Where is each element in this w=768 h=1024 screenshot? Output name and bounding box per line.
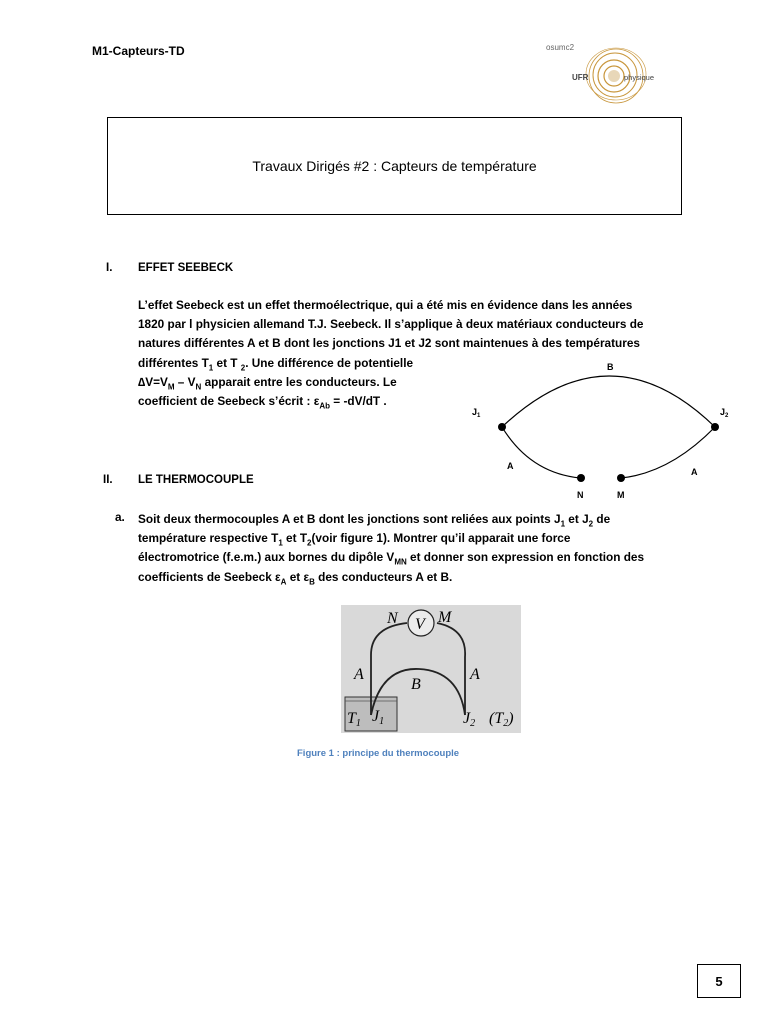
logo-physique-text: physique [624, 73, 655, 82]
conductor-b-curve [502, 376, 715, 427]
paragraph-line: coefficient de Seebeck s’écrit : $\varepsilon_{Ab} = -dV/dT$ . [138, 394, 387, 411]
label-j2: $J_2$ [720, 407, 729, 419]
paragraph-line: natures différentes A et B dont les jonctions J1 et J2 sont maintenues à des températures [138, 336, 640, 351]
paragraph-line: 1820 par l physicien allemand T.J. Seebeck. Il s’applique à deux matériaux conducteurs de [138, 317, 644, 332]
seebeck-junction-diagram [460, 355, 750, 510]
label-a-left: A [354, 666, 364, 683]
paragraph-line: coefficients de Seebeck $\varepsilon_A$ et $\varepsilon_B$ des conducteurs A et B. [138, 569, 453, 586]
paragraph-line: L’effet Seebeck est un effet thermoélectrique, qui a été mis en évidence dans les années [138, 298, 633, 312]
paragraph-line: Soit deux thermocouples A et B dont les jonctions sont reliées aux points $J_1$ et $J_2$ de [138, 512, 611, 529]
figure-caption: Figure 1 : principe du thermocouple [297, 748, 460, 759]
section-2-title: LE THERMOCOUPLE [138, 474, 254, 486]
item-a-marker: a. [115, 510, 125, 524]
page-number-box [697, 964, 741, 998]
document-code: M1-Capteurs-TD [92, 44, 185, 58]
title-box [107, 117, 682, 215]
label-j1: J1 [372, 708, 385, 727]
label-t2: (T2) [489, 710, 514, 729]
label-a-left: A [507, 461, 514, 471]
label-j2: J2 [463, 710, 476, 729]
terminal-m-dot [617, 474, 625, 482]
thermocouple-figure [341, 605, 521, 733]
junction-j2-dot [711, 423, 719, 431]
label-j1: $J_1$ [472, 407, 481, 419]
label-a-right: A [470, 666, 480, 683]
terminal-n-dot [577, 474, 585, 482]
label-b: B [607, 362, 614, 372]
label-m: M [438, 609, 452, 626]
label-b: B [411, 676, 421, 693]
item-a-paragraph [138, 510, 678, 587]
section-2-number: II. [103, 474, 113, 486]
voltmeter-label: V [415, 616, 425, 633]
logo-ufr-text: UFR [572, 73, 589, 82]
junction-j1-dot [498, 423, 506, 431]
label-n: N [577, 490, 584, 500]
logo-top-text: osumc2 [546, 43, 575, 52]
conductor-a-right-curve [621, 427, 715, 478]
section-1-title: EFFET SEEBECK [138, 262, 234, 274]
paragraph-line: température respective $T_1$ et $T_2(voir$ figure 1). Montrer qu’il apparait une force [138, 531, 571, 548]
label-m: M [617, 490, 625, 500]
page-title: Travaux Dirigés #2 : Capteurs de température [252, 158, 537, 174]
label-a-right: A [691, 467, 698, 477]
paragraph-line: électromotrice (f.e.m.) aux bornes du dipôle $V_{MN}$ et donner son expression en fonction des [138, 550, 645, 567]
page-number: 5 [715, 973, 723, 989]
label-t1: T1 [347, 710, 361, 729]
conductor-a-left-curve [502, 427, 580, 478]
paragraph-line: différentes $T_1$ et T $_2$. Une différence de potentielle [138, 355, 414, 372]
ufr-physique-logo [536, 38, 666, 108]
paragraph-line: $\Delta V=V_M - V_N$ apparait entre les conducteurs. Le [138, 374, 397, 392]
label-n: N [387, 610, 398, 627]
section-1-number: I. [106, 262, 113, 274]
